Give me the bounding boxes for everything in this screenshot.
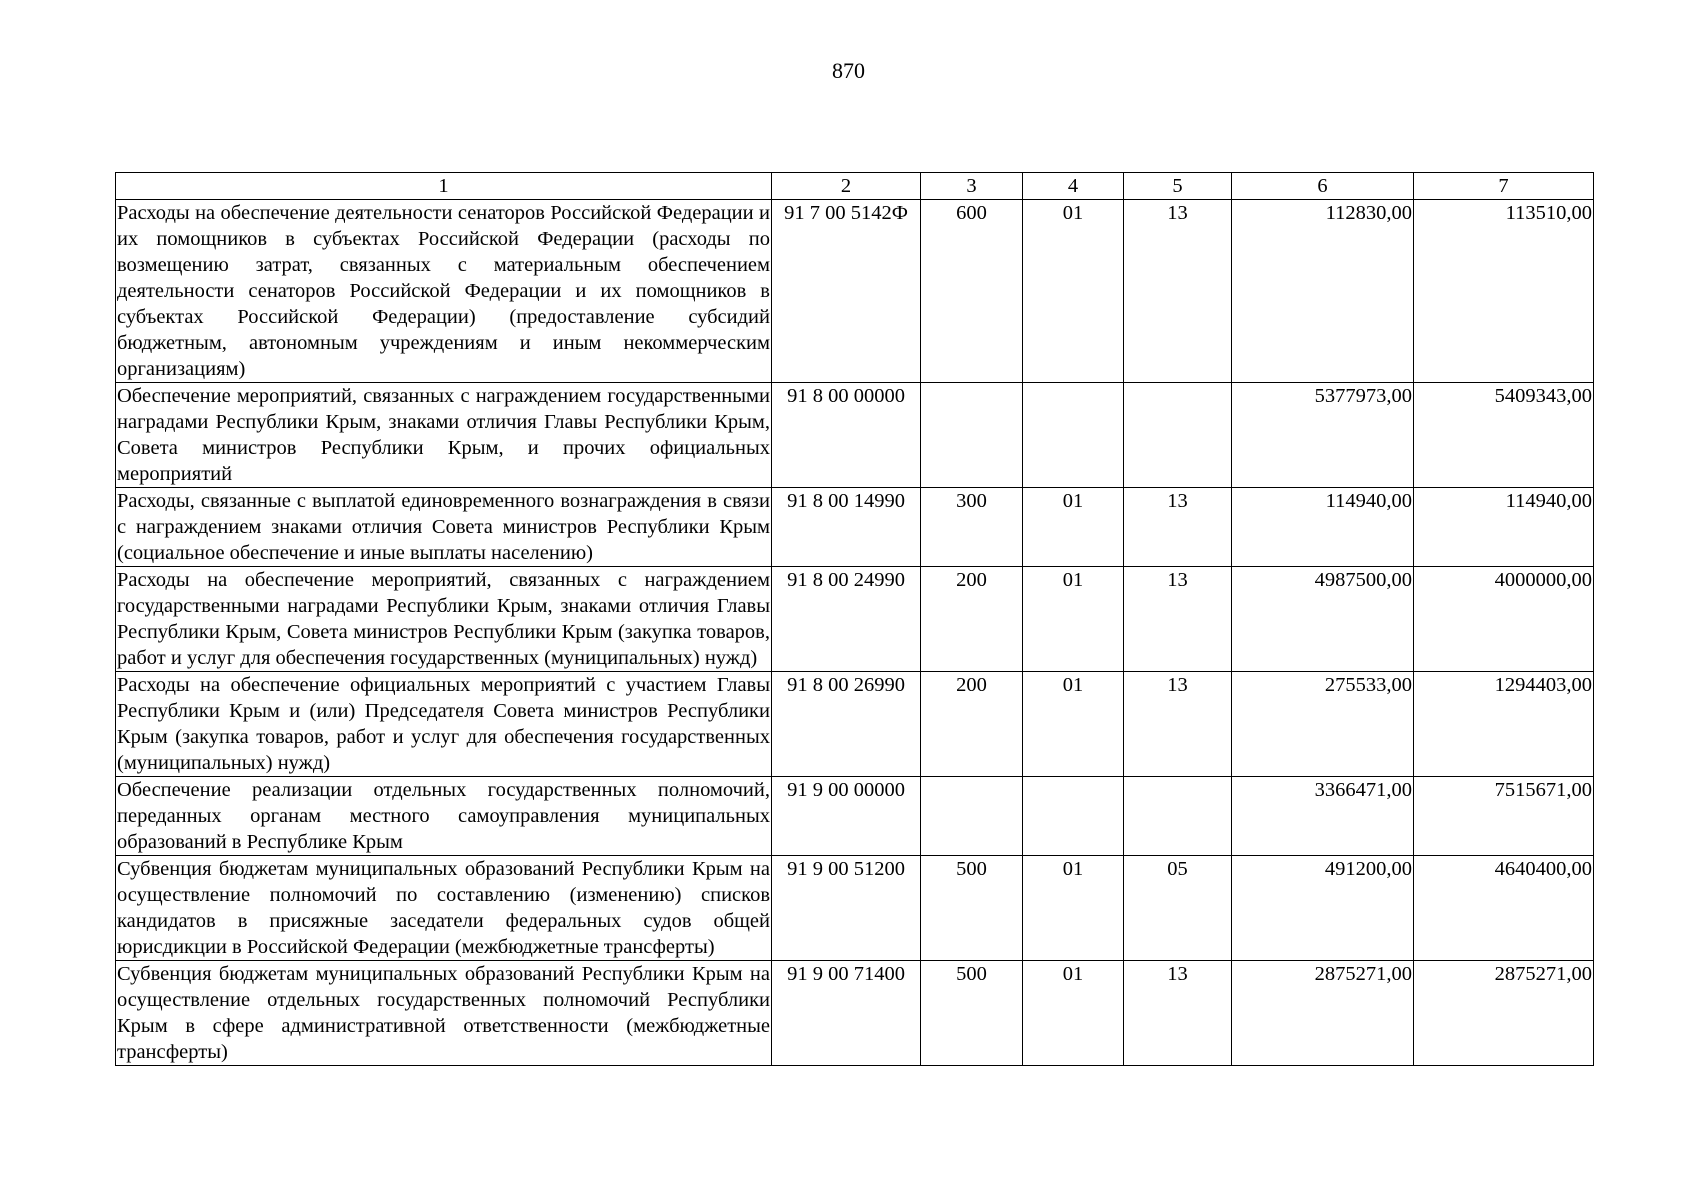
row-description: Субвенция бюджетам муниципальных образований Республики Крым на осуществление полномочий по составлению (изменению) списков кандидатов в присяжные заседатели федеральных судов общей юрисдикции в Российской Федерации (межбюджетные трансферты) (116, 856, 772, 961)
row-code: 91 9 00 51200 (772, 856, 921, 961)
row-code: 91 9 00 71400 (772, 961, 921, 1066)
row-expense-type: 200 (921, 567, 1023, 672)
row-description: Субвенция бюджетам муниципальных образований Республики Крым на осуществление отдельных государственных полномочий Республики Крым в сфере административной ответственности (межбюджетные трансферты) (116, 961, 772, 1066)
row-section: 01 (1023, 567, 1124, 672)
row-subsection: 13 (1124, 672, 1232, 777)
row-amount-col6: 5377973,00 (1232, 383, 1414, 488)
row-expense-type: 200 (921, 672, 1023, 777)
row-amount-col7: 4640400,00 (1414, 856, 1594, 961)
row-code: 91 8 00 24990 (772, 567, 921, 672)
column-header: 4 (1023, 173, 1124, 200)
row-amount-col7: 114940,00 (1414, 488, 1594, 567)
table-row (116, 200, 1594, 383)
table-header-row (116, 173, 1594, 200)
row-expense-type: 500 (921, 856, 1023, 961)
row-section: 01 (1023, 961, 1124, 1066)
table-row (116, 488, 1594, 567)
row-description: Обеспечение реализации отдельных государственных полномочий, переданных органам местного самоуправления муниципальных образований в Республике Крым (116, 777, 772, 856)
row-amount-col6: 4987500,00 (1232, 567, 1414, 672)
table-row (116, 856, 1594, 961)
row-description: Расходы на обеспечение мероприятий, связанных с награждением государственными наградами Республики Крым, знаками отличия Главы Республики Крым, Совета министров Республики Крым (закупка товаров, работ и услуг для обеспечения государственных (муниципальных) нужд) (116, 567, 772, 672)
column-header: 2 (772, 173, 921, 200)
row-expense-type: 300 (921, 488, 1023, 567)
row-amount-col7: 4000000,00 (1414, 567, 1594, 672)
row-subsection: 13 (1124, 567, 1232, 672)
row-code: 91 8 00 00000 (772, 383, 921, 488)
row-subsection (1124, 383, 1232, 488)
row-description: Расходы на обеспечение официальных мероприятий с участием Главы Республики Крым и (или) Председателя Совета министров Республики Крым (закупка товаров, работ и услуг для обеспечения государственных (муниципальных) нужд) (116, 672, 772, 777)
table-row (116, 961, 1594, 1066)
budget-table (115, 172, 1594, 1066)
column-header: 3 (921, 173, 1023, 200)
row-description: Расходы, связанные с выплатой единовременного вознаграждения в связи с награждением знаками отличия Совета министров Республики Крым (социальное обеспечение и иные выплаты населению) (116, 488, 772, 567)
row-amount-col6: 114940,00 (1232, 488, 1414, 567)
row-subsection: 05 (1124, 856, 1232, 961)
row-section: 01 (1023, 672, 1124, 777)
table-row (116, 383, 1594, 488)
row-amount-col7: 5409343,00 (1414, 383, 1594, 488)
row-subsection: 13 (1124, 200, 1232, 383)
row-amount-col7: 1294403,00 (1414, 672, 1594, 777)
row-amount-col6: 2875271,00 (1232, 961, 1414, 1066)
row-code: 91 8 00 26990 (772, 672, 921, 777)
row-expense-type: 600 (921, 200, 1023, 383)
row-amount-col6: 491200,00 (1232, 856, 1414, 961)
row-section (1023, 383, 1124, 488)
row-section: 01 (1023, 856, 1124, 961)
row-amount-col6: 275533,00 (1232, 672, 1414, 777)
row-section: 01 (1023, 488, 1124, 567)
table-row (116, 672, 1594, 777)
row-amount-col7: 113510,00 (1414, 200, 1594, 383)
table-row (116, 567, 1594, 672)
row-amount-col7: 7515671,00 (1414, 777, 1594, 856)
row-subsection: 13 (1124, 961, 1232, 1066)
page-number: 870 (832, 58, 865, 83)
row-expense-type: 500 (921, 961, 1023, 1066)
table-row (116, 777, 1594, 856)
column-header: 5 (1124, 173, 1232, 200)
row-subsection (1124, 777, 1232, 856)
column-header: 1 (116, 173, 772, 200)
row-description: Расходы на обеспечение деятельности сенаторов Российской Федерации и их помощников в субъектах Российской Федерации (расходы по возмещению затрат, связанных с материальным обеспечением деятельности сенаторов Российской Федерации и их помощников в субъектах Российской Федерации) (предоставление субсидий бюджетным, автономным учреждениям и иным некоммерческим организациям) (116, 200, 772, 383)
row-code: 91 9 00 00000 (772, 777, 921, 856)
row-section: 01 (1023, 200, 1124, 383)
row-section (1023, 777, 1124, 856)
row-expense-type (921, 383, 1023, 488)
row-amount-col6: 3366471,00 (1232, 777, 1414, 856)
row-code: 91 7 00 5142Ф (772, 200, 921, 383)
row-code: 91 8 00 14990 (772, 488, 921, 567)
column-header: 6 (1232, 173, 1414, 200)
row-amount-col6: 112830,00 (1232, 200, 1414, 383)
row-description: Обеспечение мероприятий, связанных с награждением государственными наградами Республики Крым, знаками отличия Главы Республики Крым, Совета министров Республики Крым, и прочих официальных мероприятий (116, 383, 772, 488)
row-amount-col7: 2875271,00 (1414, 961, 1594, 1066)
row-subsection: 13 (1124, 488, 1232, 567)
row-expense-type (921, 777, 1023, 856)
column-header: 7 (1414, 173, 1594, 200)
